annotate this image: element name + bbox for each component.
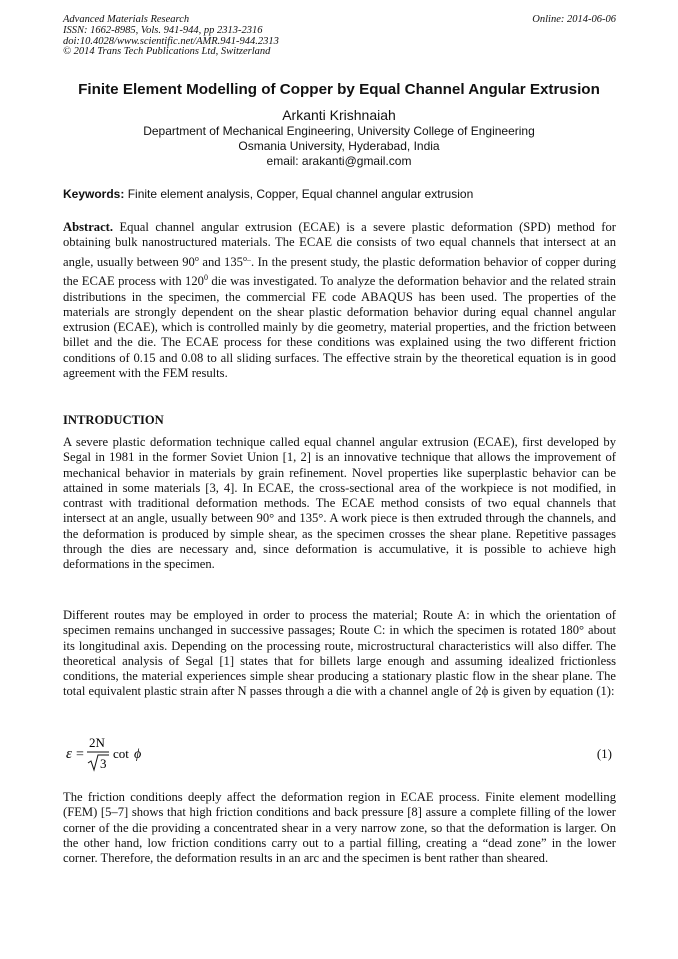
abstract-sup-3: 0 (203, 273, 208, 283)
abstract-label: Abstract. (63, 220, 114, 234)
abstract-text-2: and 135 (202, 254, 243, 269)
abstract-sup-1: o (194, 253, 199, 263)
author-name: Arkanti Krishnaiah (282, 107, 396, 123)
equation-number: (1) (596, 746, 612, 761)
keywords-text: Finite element analysis, Copper, Equal channel angular extrusion (127, 187, 474, 201)
abstract-text-1: Equal channel angular extrusion (ECAE) is a severe plastic deformation (SPD) method for obtaining bulk nanostructured materials. The ECAE die consists of two equal channels that intersect at an angle, usually between 90 (63, 220, 616, 269)
paper-title: Finite Element Modelling of Copper by Equal Channel Angular Extrusion (78, 81, 600, 98)
equation-formula (63, 734, 203, 774)
abstract-text-3: . In the present study, the plastic deformation behavior of copper during the ECAE process with 120 (63, 254, 616, 289)
journal-issn: ISSN: 1662-8985, Vols. 941-944, pp 2313-2316 (63, 24, 263, 36)
abstract (63, 220, 616, 381)
online-date: Online: 2014-06-06 (532, 14, 616, 25)
equation-numerator: 2N (89, 735, 105, 750)
equation-sqrt-arg: 3 (100, 756, 107, 771)
author-email: email: arakanti@gmail.com (266, 154, 412, 168)
intro-paragraph-1: A severe plastic deformation technique called equal channel angular extrusion (ECAE), first developed by Segal in 1981 in the former Soviet Union [1, 2] is an innovative technique that allows the improvement of mechanical behavior in materials by grain refinement. Novel properties like superplastic behavior can be attained in some materials [3, 4]. In ECAE, the cross-sectional area of the workpiece is not modified, in contrast with traditional deformation methods. The ECAE method consists of two equal channels that intersect at an angle, usually between 90° and 135°. A work piece is then extruded through the channels, and the deformation is produced by simple shear, as the specimen crosses the shear plane. Repetitive passages through the dies are necessary and, since deformation is accumulative, it is possible to achieve high deformations in the specimen. (63, 435, 616, 572)
equation-1 (63, 734, 616, 774)
journal-copyright: © 2014 Trans Tech Publications Ltd, Switzerland (63, 46, 271, 58)
journal-header (63, 15, 616, 58)
abstract-text-4: die was investigated. To analyze the deformation behavior and the related strain distributions in the specimen, the commercial FE code ABAQUS has been used. The properties of the materials are strongly dependent on the shear plastic deformation behavior during equal channel angular extrusion (ECAE), which is controlled mainly by die geometry, material properties, and the friction between billet and the die. The ECAE process for these conditions was explained using the two different friction conditions of 0.15 and 0.08 to all sliding surfaces. The effective strain by the theoretical equation is in good agreement with the FEM results. (63, 274, 616, 381)
journal-name: Advanced Materials Research (63, 14, 190, 25)
journal-doi: doi:10.4028/www.scientific.net/AMR.941-944.2313 (63, 35, 279, 47)
equation-lhs: ε (66, 746, 72, 762)
keywords (63, 187, 616, 201)
introduction-heading: INTRODUCTION (63, 413, 164, 427)
intro-paragraph-2: Different routes may be employed in order to process the material; Route A: in which the orientation of specimen remains unchanged in successive passages; Route C: in which the specimen is rotated 180° about its longitudinal axis. Depending on the processing route, microstructural characteristics will also differ. The theoretical analysis of Segal [1] states that for billets large enough and assuming idealized frictionless conditions, the material experiences simple shear producing a stationary plastic flow in the shear plane. The total equivalent plastic strain after N passes through a die with a channel angle of 2ϕ is given by equation (1): (63, 608, 616, 699)
keywords-label: Keywords: (63, 187, 125, 201)
equation-phi: ϕ (134, 747, 142, 762)
intro-paragraph-3: The friction conditions deeply affect the deformation region in ECAE process. Finite element modelling (FEM) [5–7] shows that high friction conditions and back pressure [8] assure a complete filling of the lower corner of the die providing a concentrated shear in a very narrow zone, so that the deformation is larger. On the other hand, low friction conditions carry out to a partial filling, creating a “dead zone” in the lower corner. Therefore, the deformation results in an arc and the specimen is bent rather than sheared. (63, 790, 616, 866)
abstract-sup-2: o.. (242, 253, 251, 263)
equation-equals: = (76, 747, 84, 762)
affiliation-university: Osmania University, Hyderabad, India (238, 139, 440, 153)
affiliation-department: Department of Mechanical Engineering, University College of Engineering (143, 124, 535, 138)
equation-cot: cot (113, 746, 129, 761)
